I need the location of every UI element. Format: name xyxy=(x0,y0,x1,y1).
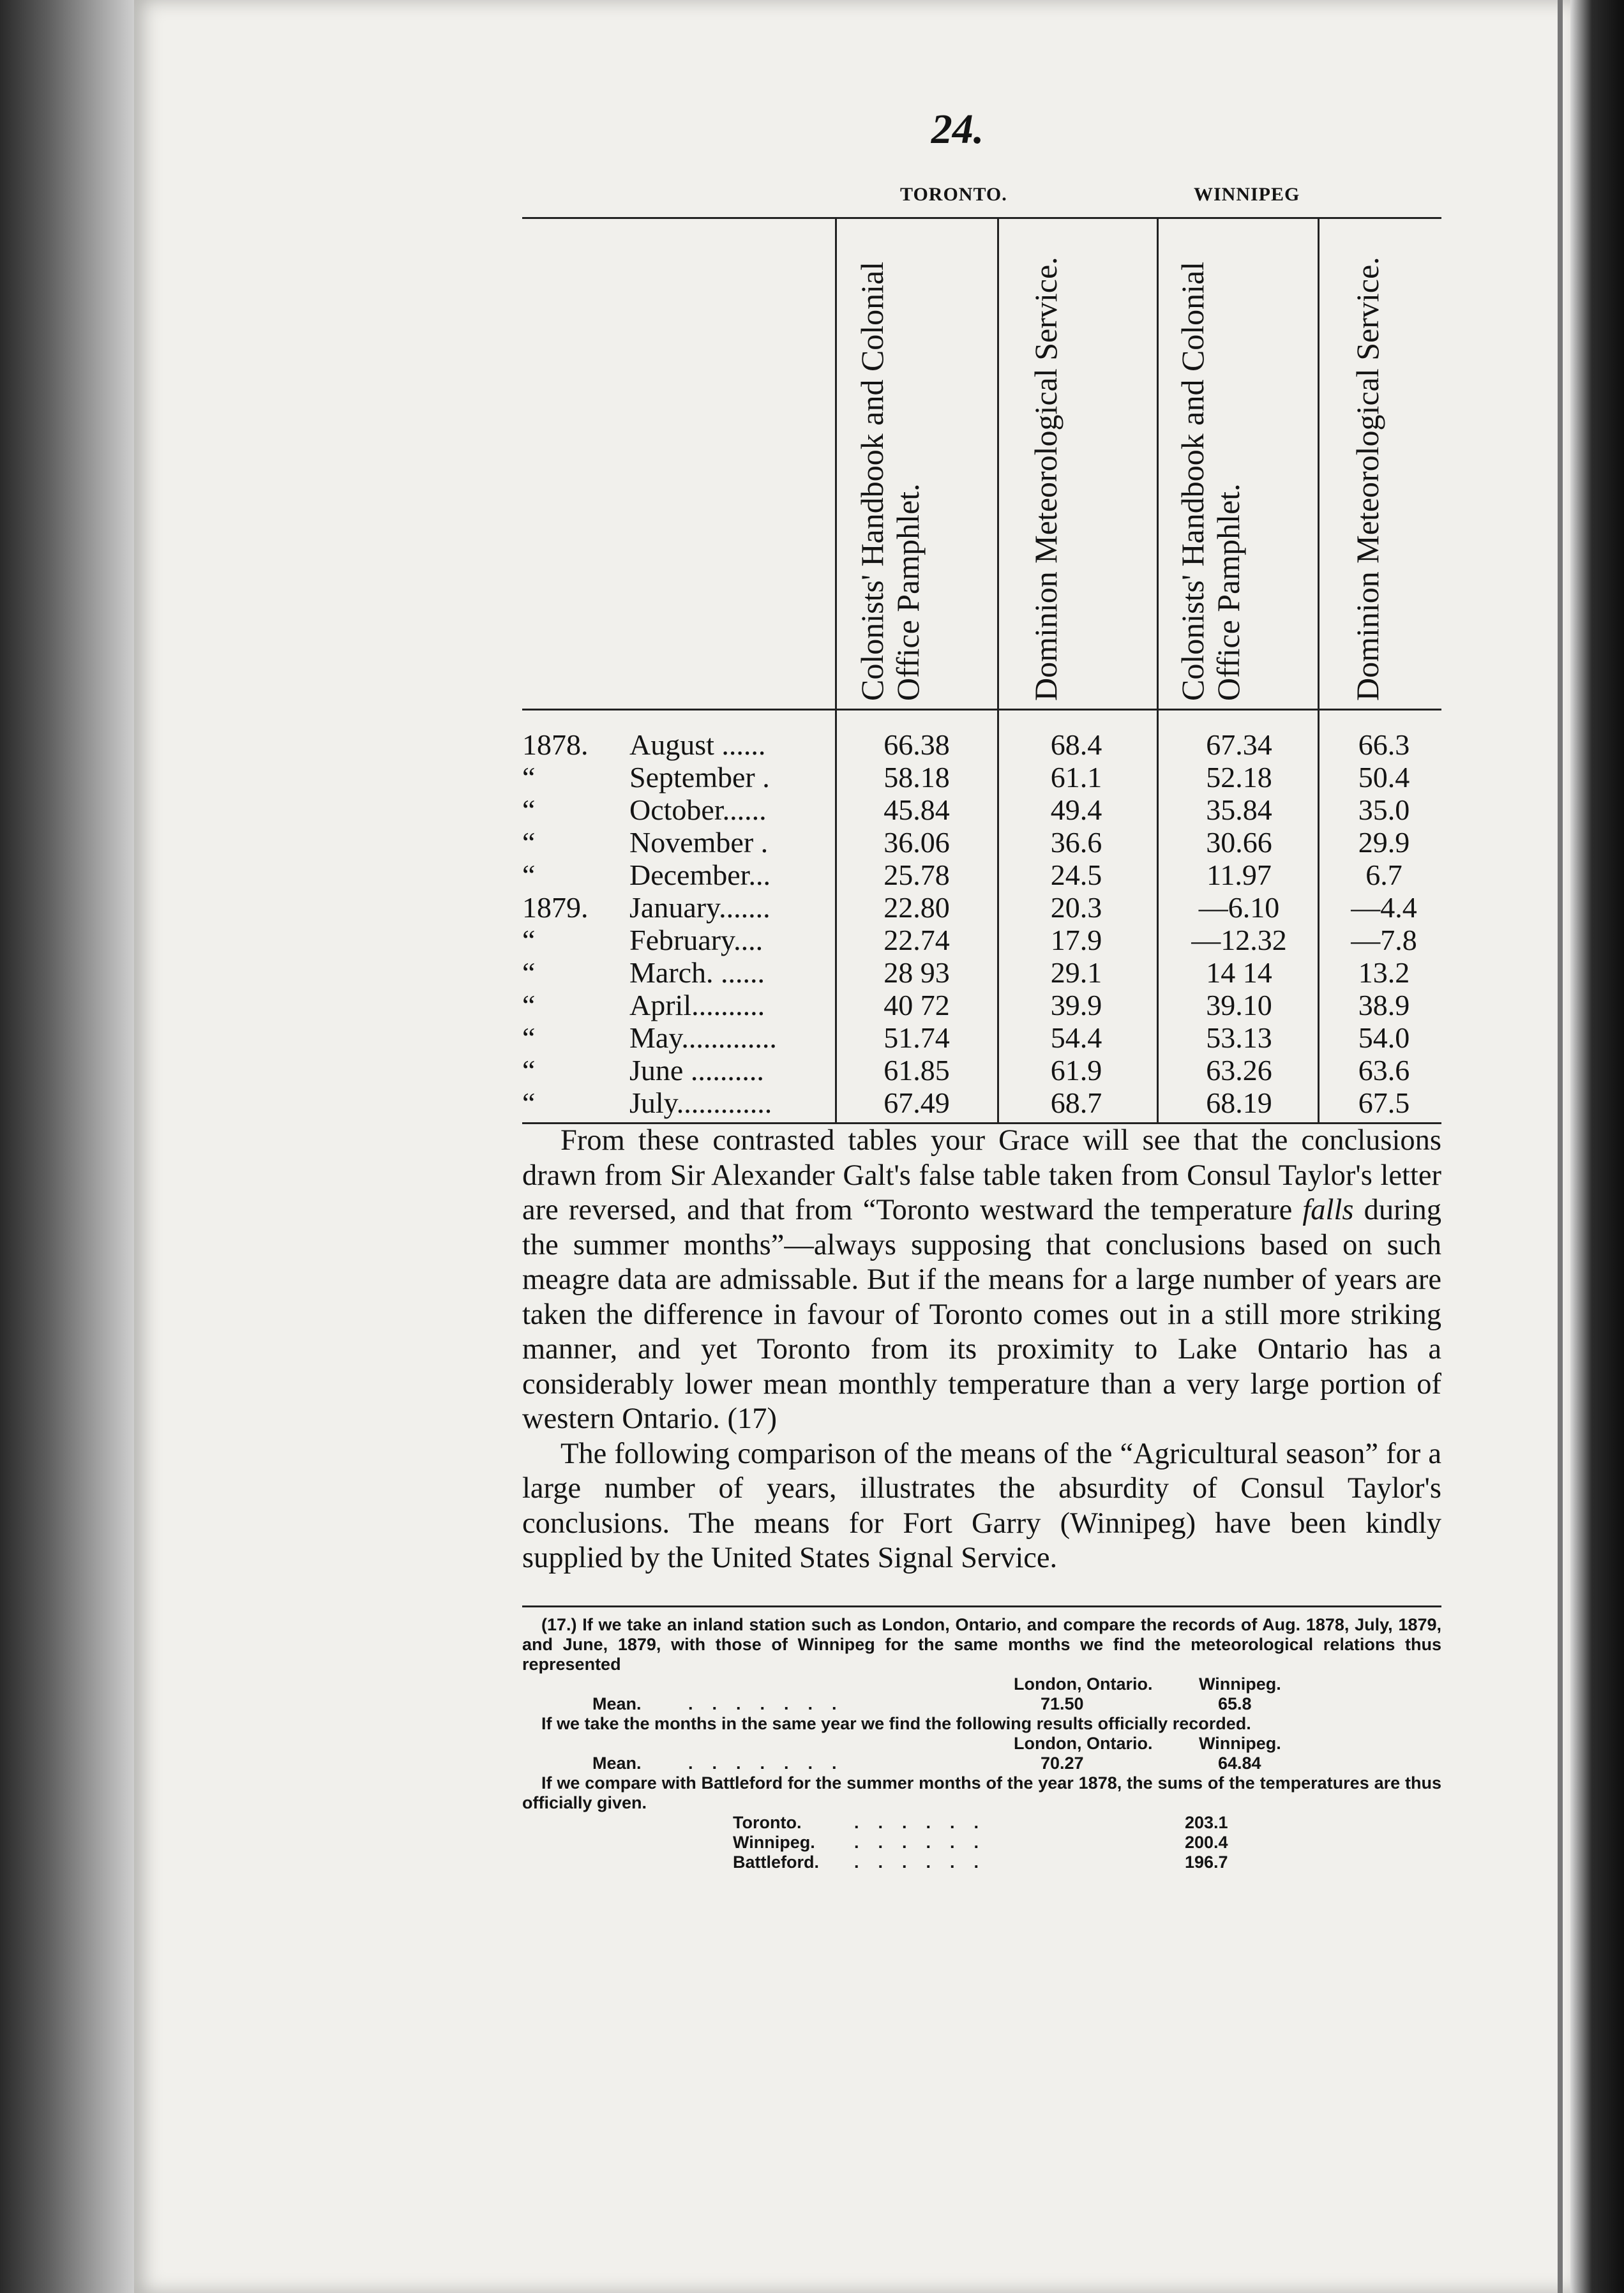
column-header-winnipeg-dominion xyxy=(1350,229,1385,701)
table-rule-top xyxy=(522,217,1441,219)
toronto-dominion-value: 61.9 xyxy=(1050,1054,1102,1086)
winnipeg-handbook-value: —12.32 xyxy=(1191,924,1287,956)
body-text xyxy=(522,1124,1441,1576)
row-month: May............. xyxy=(629,1021,777,1054)
table-rule-header xyxy=(522,709,1441,710)
row-year: “ xyxy=(522,1021,536,1054)
winnipeg-handbook-value: 39.10 xyxy=(1206,989,1272,1021)
winnipeg-dominion-value: 67.5 xyxy=(1358,1086,1410,1119)
paragraph-text: From these contrasted tables your Grace will see that the conclusions drawn from Sir Alexander Galt's false table taken from Consul Taylor's letter are reversed, and that from “Toronto westward the temperature xyxy=(522,1124,1441,1226)
footnote-col-winnipeg: Winnipeg. xyxy=(1199,1674,1281,1694)
row-month: November . xyxy=(629,826,769,859)
toronto-handbook-value: 40 72 xyxy=(883,989,950,1021)
column-group-toronto: TORONTO. xyxy=(900,184,1007,205)
column-header-line: Colonists' Handbook and Colonial xyxy=(1175,261,1210,701)
table-row xyxy=(522,760,1441,794)
table-row xyxy=(522,923,1441,957)
winnipeg-dominion-value: 13.2 xyxy=(1358,956,1410,989)
column-header-line: Office Pamphlet. xyxy=(1210,483,1246,701)
emphasis-falls: falls xyxy=(1302,1194,1354,1226)
paragraph xyxy=(522,1124,1441,1437)
footnote-leader-dots: ...... xyxy=(854,1853,998,1872)
column-header-winnipeg-handbook xyxy=(1175,229,1246,701)
toronto-dominion-value: 20.3 xyxy=(1050,891,1102,924)
toronto-dominion-value: 39.9 xyxy=(1050,989,1102,1021)
toronto-dominion-value: 68.4 xyxy=(1050,728,1102,761)
right-page-edge xyxy=(1570,0,1624,2293)
row-year: “ xyxy=(522,859,536,891)
table-row xyxy=(522,793,1441,827)
toronto-dominion-value: 17.9 xyxy=(1050,924,1102,956)
footnote-mean-label: Mean. xyxy=(592,1694,642,1713)
winnipeg-dominion-value: 35.0 xyxy=(1358,793,1410,826)
page-fold xyxy=(1558,0,1563,2293)
footnote-leader-dots: ....... xyxy=(688,1754,856,1773)
row-year: “ xyxy=(522,826,536,859)
row-year: “ xyxy=(522,793,536,826)
toronto-dominion-value: 36.6 xyxy=(1050,826,1102,859)
toronto-handbook-value: 66.38 xyxy=(883,728,950,761)
footnote-value: 70.27 xyxy=(1041,1754,1084,1773)
winnipeg-dominion-value: 38.9 xyxy=(1358,989,1410,1021)
column-header-toronto-dominion xyxy=(1028,229,1064,701)
toronto-dominion-value: 24.5 xyxy=(1050,859,1102,891)
row-year: “ xyxy=(522,1086,536,1119)
table-row xyxy=(522,956,1441,989)
winnipeg-handbook-value: 53.13 xyxy=(1206,1021,1272,1054)
toronto-handbook-value: 51.74 xyxy=(883,1021,950,1054)
toronto-handbook-value: 36.06 xyxy=(883,826,950,859)
footnote-value: 65.8 xyxy=(1218,1694,1252,1713)
footnote-table-2-row xyxy=(522,1754,1441,1773)
table-row xyxy=(522,728,1441,762)
footnote-sum-value: 200.4 xyxy=(1185,1833,1228,1852)
toronto-handbook-value: 25.78 xyxy=(883,859,950,891)
footnote-table-2-header xyxy=(522,1734,1441,1754)
footnote-sum-row xyxy=(522,1853,1441,1872)
temperature-table xyxy=(522,217,1441,1124)
footnote-table-1-row xyxy=(522,1694,1441,1714)
footnote-leader-dots: ...... xyxy=(854,1813,998,1832)
winnipeg-handbook-value: 68.19 xyxy=(1206,1086,1272,1119)
paragraph-text: during the summer months”—always supposing that conclusions based on such meagre data are admissable. But if the means for a large number of years are taken the difference in favour of Toronto comes out in a still more striking manner, and yet Toronto from its proximity to Lake Ontario has a considerably lower mean monthly temperature than a very large portion of western Ontario. (17) xyxy=(522,1194,1442,1435)
footnote-sum-row xyxy=(522,1813,1441,1833)
table-row xyxy=(522,988,1441,1022)
winnipeg-dominion-value: 54.0 xyxy=(1358,1021,1410,1054)
toronto-handbook-value: 22.80 xyxy=(883,891,950,924)
winnipeg-dominion-value: 50.4 xyxy=(1358,761,1410,793)
footnote-middle: If we take the months in the same year we find the following results officially recorded. xyxy=(541,1714,1251,1733)
table-row xyxy=(522,825,1441,859)
row-month: August ...... xyxy=(629,728,766,761)
footnote-col-london: London, Ontario. xyxy=(1014,1674,1153,1694)
toronto-handbook-value: 45.84 xyxy=(883,793,950,826)
winnipeg-handbook-value: —6.10 xyxy=(1198,891,1280,924)
toronto-dominion-value: 29.1 xyxy=(1050,956,1102,989)
column-header-line: Dominion Meteorological Service. xyxy=(1350,257,1385,701)
left-page-edge xyxy=(0,0,134,2293)
winnipeg-dominion-value: 29.9 xyxy=(1358,826,1410,859)
winnipeg-dominion-value: —4.4 xyxy=(1351,891,1417,924)
table-row xyxy=(522,858,1441,892)
footnote-table-1-header xyxy=(522,1674,1441,1694)
table-row xyxy=(522,1053,1441,1087)
footnote-value: 64.84 xyxy=(1218,1754,1261,1773)
footnote xyxy=(522,1615,1441,1872)
winnipeg-dominion-value: 63.6 xyxy=(1358,1054,1410,1086)
footnote-place: Winnipeg. xyxy=(733,1833,815,1852)
row-year: “ xyxy=(522,989,536,1021)
row-month: April.......... xyxy=(629,989,765,1021)
table-row xyxy=(522,1021,1441,1055)
footnote-leader-dots: ...... xyxy=(854,1833,998,1852)
row-month: October...... xyxy=(629,793,767,826)
row-year: 1878. xyxy=(522,728,589,761)
winnipeg-dominion-value: 66.3 xyxy=(1358,728,1410,761)
row-month: March. ...... xyxy=(629,956,765,989)
column-header-line: Office Pamphlet. xyxy=(890,483,926,701)
toronto-handbook-value: 67.49 xyxy=(883,1086,950,1119)
winnipeg-handbook-value: 11.97 xyxy=(1207,859,1272,891)
winnipeg-dominion-value: 6.7 xyxy=(1365,859,1402,891)
toronto-handbook-value: 22.74 xyxy=(883,924,950,956)
winnipeg-handbook-value: 67.34 xyxy=(1206,728,1272,761)
footnote-intro: (17.) If we take an inland station such as London, Ontario, and compare the records of Aug. 1878, July, 1879, and June, 1879, with those of Winnipeg for the same months we find the meteorological relations thus represented xyxy=(522,1615,1441,1674)
footnote-place: Toronto. xyxy=(733,1813,802,1832)
footnote-col-winnipeg: Winnipeg. xyxy=(1199,1734,1281,1753)
row-year: “ xyxy=(522,956,536,989)
footnote-sum-value: 196.7 xyxy=(1185,1853,1228,1872)
page-number: 24. xyxy=(931,106,984,153)
toronto-dominion-value: 68.7 xyxy=(1050,1086,1102,1119)
footnote-end: If we compare with Battleford for the summer months of the year 1878, the sums of the temperatures are thus officially given. xyxy=(522,1773,1441,1812)
winnipeg-handbook-value: 63.26 xyxy=(1206,1054,1272,1086)
toronto-dominion-value: 61.1 xyxy=(1050,761,1102,793)
winnipeg-dominion-value: —7.8 xyxy=(1351,924,1417,956)
footnote-col-london: London, Ontario. xyxy=(1014,1734,1153,1753)
table-row xyxy=(522,891,1441,924)
winnipeg-handbook-value: 14 14 xyxy=(1206,956,1272,989)
footnote-value: 71.50 xyxy=(1041,1694,1084,1713)
toronto-handbook-value: 61.85 xyxy=(883,1054,950,1086)
toronto-handbook-value: 28 93 xyxy=(883,956,950,989)
column-header-line: Dominion Meteorological Service. xyxy=(1028,257,1064,701)
footnote-leader-dots: ....... xyxy=(688,1694,856,1713)
row-month: February.... xyxy=(629,924,763,956)
toronto-handbook-value: 58.18 xyxy=(883,761,950,793)
winnipeg-handbook-value: 30.66 xyxy=(1206,826,1272,859)
row-month: June .......... xyxy=(629,1054,764,1086)
toronto-dominion-value: 49.4 xyxy=(1050,793,1102,826)
footnote-mean-label: Mean. xyxy=(592,1754,642,1773)
footnote-sum-row xyxy=(522,1833,1441,1853)
winnipeg-handbook-value: 35.84 xyxy=(1206,793,1272,826)
row-month: December... xyxy=(629,859,771,891)
row-year: “ xyxy=(522,761,536,793)
row-year: 1879. xyxy=(522,891,589,924)
column-group-winnipeg: WINNIPEG xyxy=(1194,184,1300,205)
column-header-line: Colonists' Handbook and Colonial xyxy=(854,261,890,701)
footnote-sum-value: 203.1 xyxy=(1185,1813,1228,1832)
row-year: “ xyxy=(522,1054,536,1086)
column-header-toronto-handbook xyxy=(854,229,926,701)
row-month: September . xyxy=(629,761,770,793)
footnote-rule xyxy=(522,1605,1441,1607)
row-year: “ xyxy=(522,924,536,956)
paragraph: The following comparison of the means of the “Agricultural season” for a large number of years, illustrates the absurdity of Consul Taylor's conclusions. The means for Fort Garry (Winnipeg) have been kindly supplied by the United States Signal Service. xyxy=(522,1437,1441,1574)
table-row xyxy=(522,1086,1441,1120)
row-month: January....... xyxy=(629,891,771,924)
toronto-dominion-value: 54.4 xyxy=(1050,1021,1102,1054)
winnipeg-handbook-value: 52.18 xyxy=(1206,761,1272,793)
footnote-place: Battleford. xyxy=(733,1853,819,1872)
row-month: July............. xyxy=(629,1086,772,1119)
